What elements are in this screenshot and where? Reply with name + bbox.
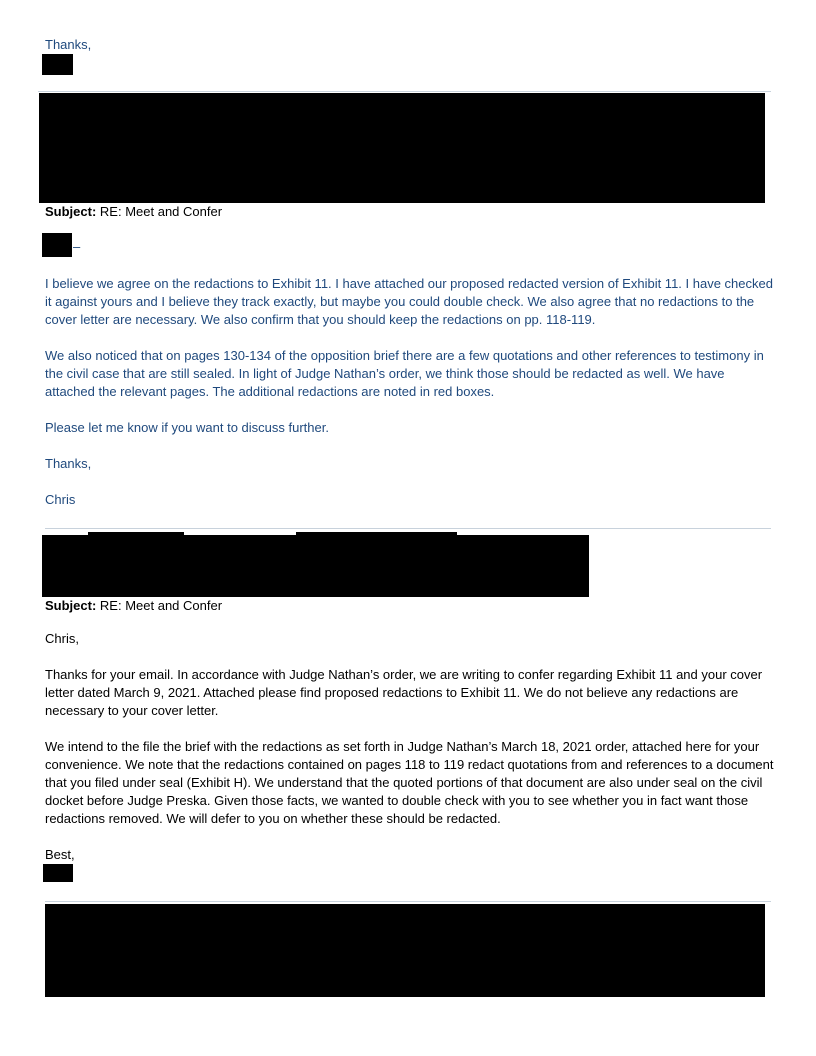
email2-closing: Thanks, <box>45 456 92 471</box>
email3-greeting: Chris, <box>45 631 79 646</box>
email3-closing: Best, <box>45 847 75 862</box>
email3-paragraph-1: Thanks for your email. In accordance with Judge Nathan’s order, we are writing to confer regarding Exhibit 11 and your cover letter dated March 9, 2021. Attached please find proposed redactions to Exhibit 11. We do not believe any redactions are necessary to your cover letter. <box>45 667 763 718</box>
divider <box>38 91 771 92</box>
email2-paragraph-1: I believe we agree on the redactions to Exhibit 11. I have attached our proposed redacted version of Exhibit 11. I have checked it against yours and I believe they track exactly, but maybe you could double check. We also agree that no redactions to the cover letter are necessary. We also confirm that you should keep the redactions on pp. 118-119. <box>45 276 773 327</box>
email2-paragraph-2: We also noticed that on pages 130-134 of the opposition brief there are a few quotations and other references to testimony in the civil case that are still sealed. In light of Judge Nathan’s order, we think those should be redacted as well. We have attached the relevant pages. The additional redactions are noted in red boxes. <box>45 348 764 399</box>
redacted-signature <box>43 864 73 882</box>
subject-value: RE: Meet and Confer <box>99 598 223 613</box>
redacted-header-block <box>39 93 765 203</box>
subject-line <box>45 597 775 615</box>
redacted-header-block <box>45 904 765 997</box>
greeting-dash: – <box>73 239 81 254</box>
subject-label: Subject: <box>45 598 97 613</box>
subject-value: RE: Meet and Confer <box>99 204 223 219</box>
subject-line <box>45 203 775 221</box>
email2-paragraph-3: Please let me know if you want to discuss further. <box>45 420 329 435</box>
email3-paragraph-2: We intend to the file the brief with the redactions as set forth in Judge Nathan’s March 18, 2021 order, attached here for your convenience. We note that the redactions contained on pages 118 to 119 redact quotations from and references to a document that you filed under seal (Exhibit H). We understand that the quoted portions of that document are also under seal on the civil docket before Judge Preska. Given those facts, we wanted to double check with you to see whether you in fact want those redactions removed. We will defer to you on whether these should be redacted. <box>45 739 774 826</box>
email2-signature: Chris <box>45 492 76 507</box>
redacted-signature <box>42 54 73 75</box>
redacted-greeting-name <box>42 233 72 257</box>
redacted-header-block <box>42 535 589 597</box>
divider <box>45 528 771 529</box>
email1-closing: Thanks, <box>45 37 92 52</box>
divider <box>45 901 771 902</box>
subject-label: Subject: <box>45 204 97 219</box>
